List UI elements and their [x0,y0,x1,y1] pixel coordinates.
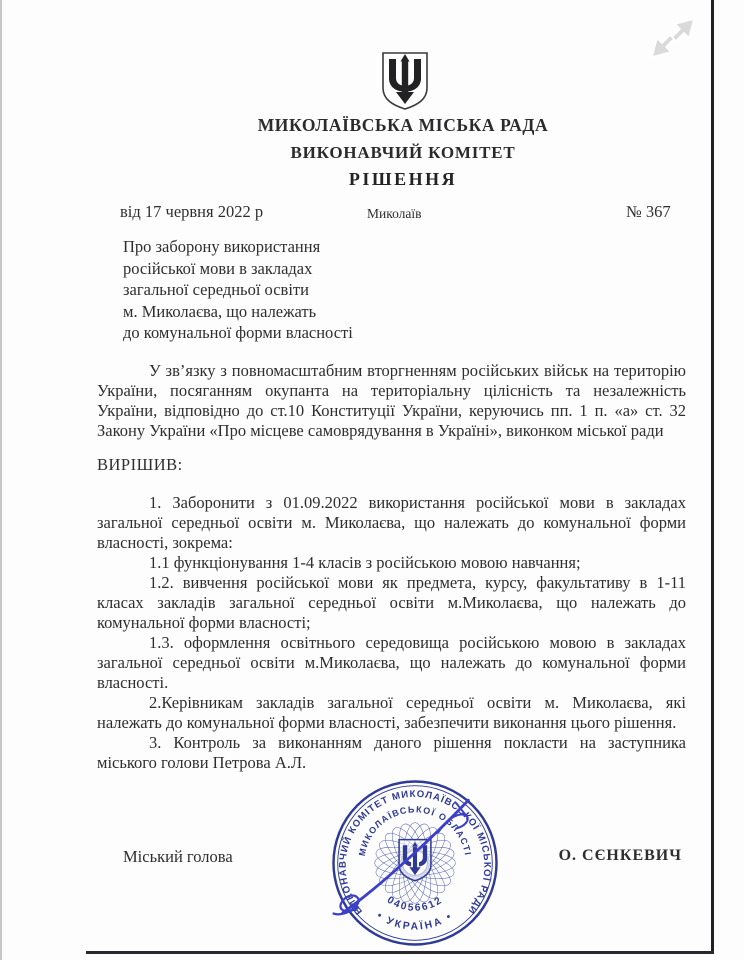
stamp-code: 04056612 [384,894,446,914]
resolved-heading: ВИРІШИВ: [97,455,183,474]
stamp-ring-text: ВИКОНАВЧИЙ КОМІТЕТ МИКОЛАЇВСЬКОЇ МІСЬКОЇ РАДИ [337,788,493,917]
subject-line: Про заборону використання [123,237,321,256]
subject-line: м. Миколаєва, що належать [123,301,317,321]
subject-line: до комунальної форми власності [123,323,353,342]
scan-edge-left [0,0,2,960]
intro-paragraph: У зв’язку з повномасштабним вторгненням російських військ на територію України, посяганням окупанта на територіальну цілісність та незалежність України, відповідно до ст.10 Конституції України, керуючись пп. 1 п. «а» ст. 32 Закону України «Про місцеве самоврядування в Україні», виконком міської ради [97,361,686,440]
doc-place: Миколаїв [367,206,422,221]
org-name: МИКОЛАЇВСЬКА МІСЬКА РАДА [257,115,549,135]
coat-of-arms-icon [379,51,431,111]
doc-date: від 17 червня 2022 р [120,202,264,221]
item-1-3: 1.3. оформлення освітнього середовища російською мовою в закладах загальної середньої освіти м.Миколаєва, що належать до комунальної форми власності. [97,633,686,692]
expand-icon[interactable] [646,10,702,66]
stamp-inner-text: МИКОЛАЇВСЬКОЇ ОБЛАСТІ [356,804,474,857]
item-1-2: 1.2. вивчення російської мови як предмета, курсу, факультативу в 1-11 класах закладів загальної середньої освіти м.Миколаєва, що належать до комунальної форми власності; [97,573,686,632]
svg-text:04056612 [385,895,445,914]
official-stamp [326,774,504,952]
subject-line: загальної середньої освіти [123,280,309,299]
org-unit: ВИКОНАВЧИЙ КОМІТЕТ [290,143,516,162]
subject-line: російської мови в закладах [123,258,313,278]
signature-name: О. СЄНКЕВИЧ [558,847,682,864]
stamp-country: • УКРАЇНА • [374,910,456,933]
doc-type-title: РІШЕННЯ [348,169,458,189]
item-1-1: 1.1 функціонування 1-4 класів з російською мовою навчання; [149,553,581,572]
svg-text:• УКРАЇНА • [375,910,456,932]
item-2: 2.Керівникам закладів загальної середньої освіти м. Миколаєва, які належать до комунальної форми власності, забезпечити виконання цього рішення. [97,693,686,732]
doc-subject [123,236,353,344]
stamp-trident-icon [399,840,431,881]
signature-title: Міський голова [123,847,233,866]
doc-number: № 367 [626,202,671,221]
item-3: 3. Контроль за виконанням даного рішення покласти на заступника міського голови Петрова А.Л. [97,733,686,772]
item-1: 1. Заборонити з 01.09.2022 використання російської мови в закладах загальної середньої освіти м. Миколаєва, що належать до комунальної форми власності, зокрема: [97,493,686,552]
doc-body [97,361,686,773]
